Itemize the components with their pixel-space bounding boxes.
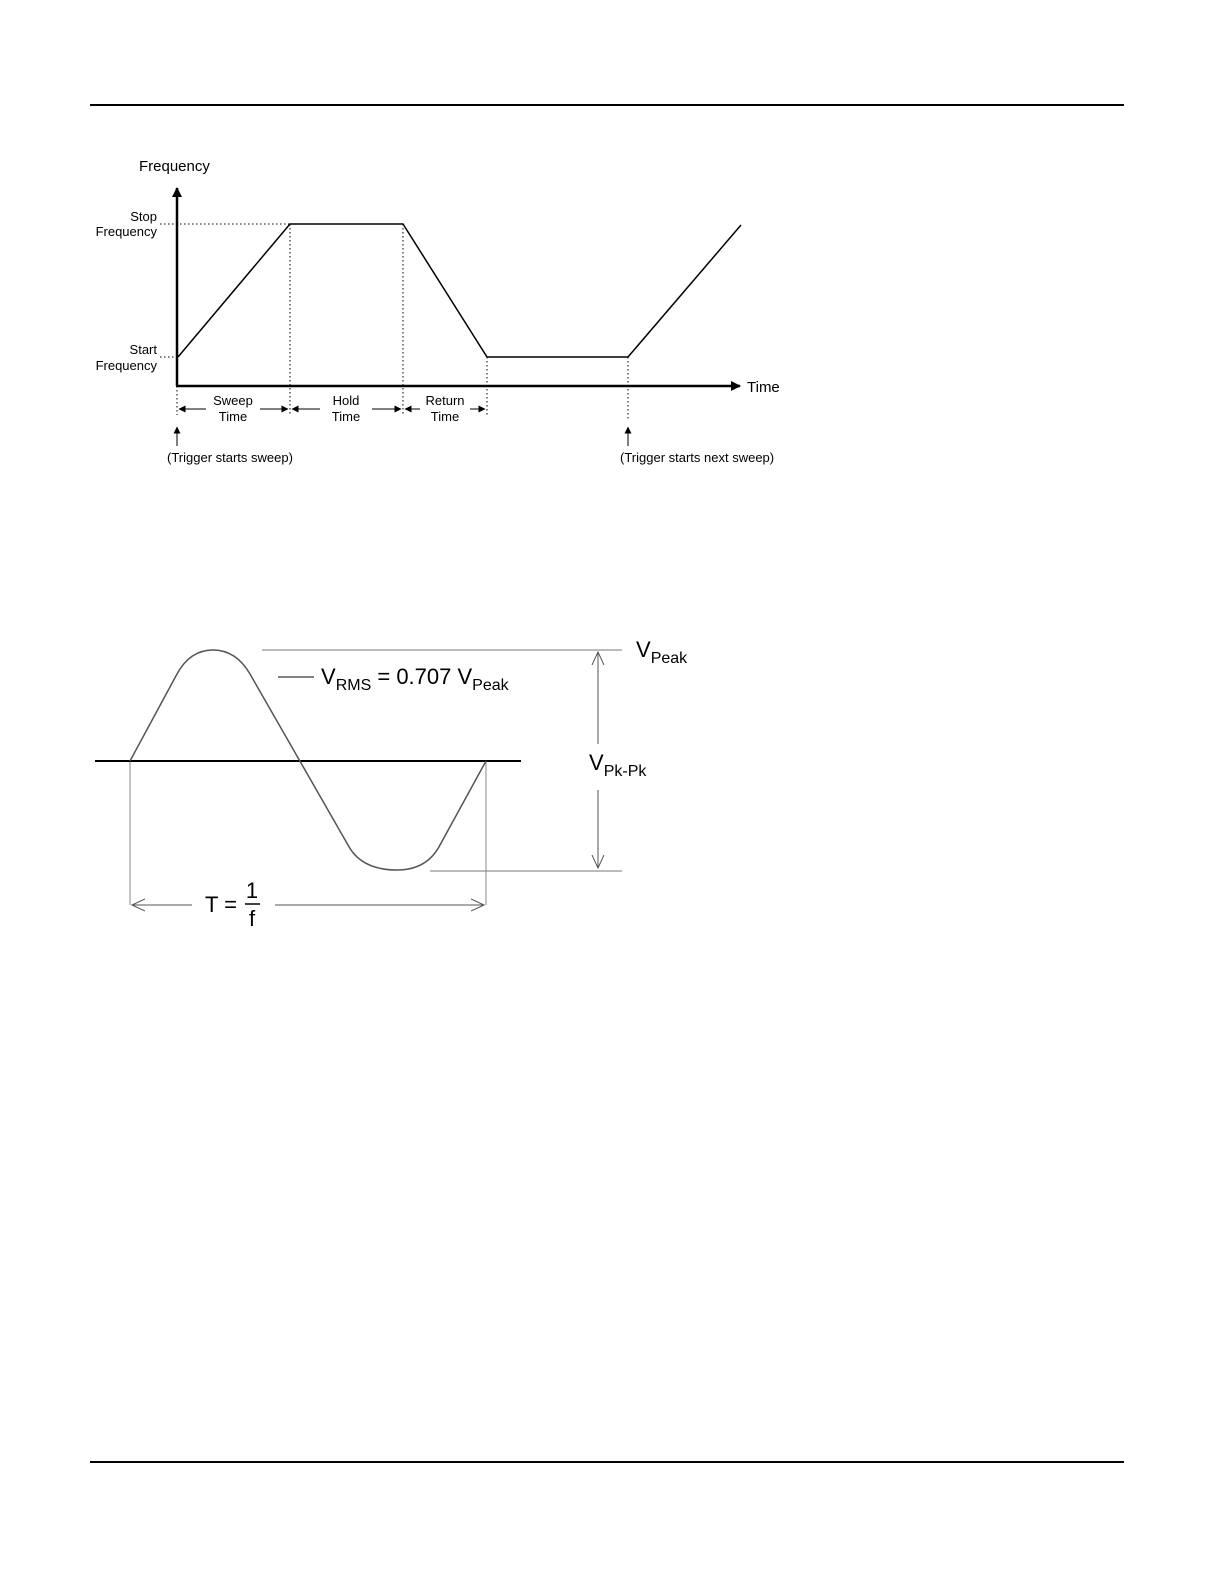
period-label: T = bbox=[205, 892, 238, 917]
frequency-trace bbox=[178, 224, 741, 357]
return-time-label-1: Return bbox=[425, 393, 465, 408]
stop-frequency-label-1: Stop bbox=[130, 209, 157, 224]
vpeak-label: $V_{Peak}$ bbox=[636, 637, 688, 667]
stop-frequency-label-2: Frequency bbox=[95, 224, 157, 239]
guide-lines bbox=[160, 224, 628, 420]
sweep-time-label-1: Sweep bbox=[213, 393, 253, 408]
hold-time-label-1: Hold bbox=[332, 393, 360, 408]
period-denominator: f bbox=[248, 906, 256, 931]
return-time-label-2: Time bbox=[430, 409, 460, 424]
hold-time-label-2: Time bbox=[331, 409, 361, 424]
start-frequency-label-1: Start bbox=[129, 342, 157, 357]
start-frequency-label-2: Frequency bbox=[95, 358, 157, 373]
trigger-label: (Trigger starts sweep) bbox=[167, 450, 293, 465]
y-axis-label: Frequency bbox=[139, 158, 210, 175]
x-axis-label: Time bbox=[747, 379, 780, 396]
sweep-time-label-2: Time bbox=[218, 409, 248, 424]
sweep-diagram bbox=[96, 158, 780, 465]
vrms-label: $V_{RMS} = 0.707$ $V_{Peak}$ bbox=[321, 664, 509, 694]
trigger-next-label: (Trigger starts next sweep) bbox=[620, 450, 775, 465]
period-numerator: 1 bbox=[245, 878, 259, 903]
sine-diagram bbox=[95, 637, 688, 931]
vpkpk-label: $V_{Pk-Pk}$ bbox=[589, 750, 647, 780]
